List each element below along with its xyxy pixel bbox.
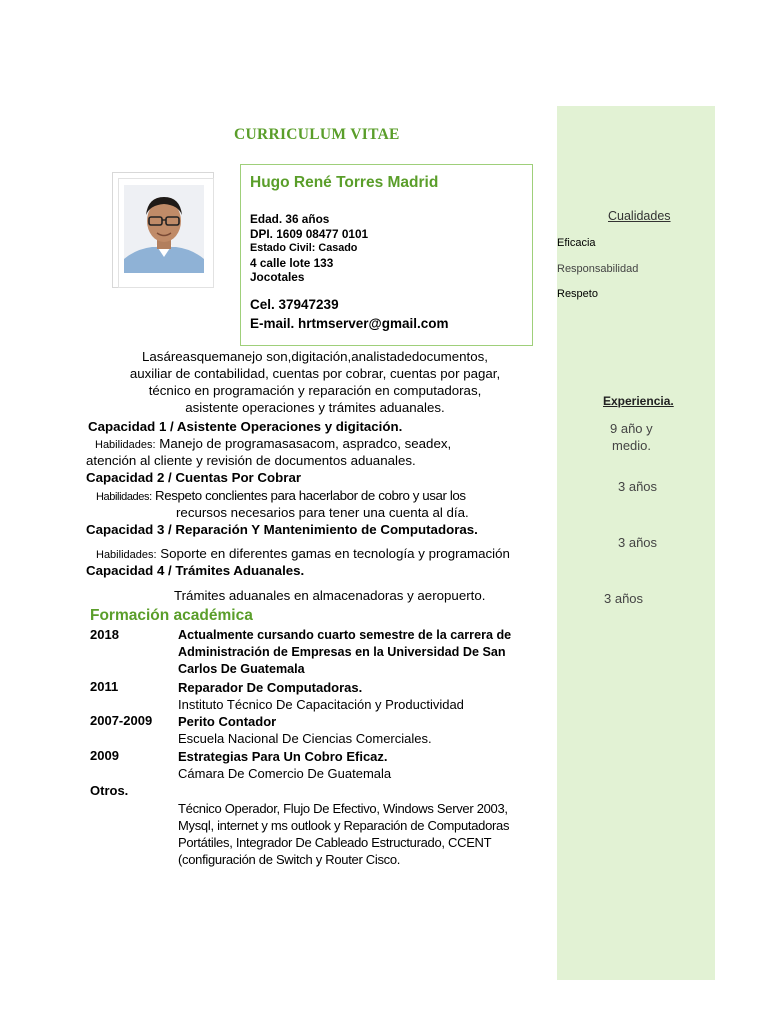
skills-text: Manejo de programasasacom, aspradco, seadex, bbox=[155, 436, 452, 451]
education-line: Actualmente cursando cuarto semestre de la carrera de bbox=[178, 628, 512, 642]
education-title: Estrategias Para Un Cobro Eficaz. bbox=[178, 749, 388, 764]
experience-years: 9 año y bbox=[610, 421, 653, 436]
capacity-1-title: Capacidad 1 / Asistente Operaciones y digitación. bbox=[88, 419, 403, 434]
profile-photo bbox=[124, 185, 204, 273]
quality-item: Responsabilidad bbox=[557, 263, 639, 275]
summary-paragraph bbox=[80, 348, 550, 416]
education-title: Reparador De Computadoras. bbox=[178, 680, 363, 695]
skills-label: Habilidades: bbox=[96, 491, 152, 503]
capacity-2-title: Capacidad 2 / Cuentas Por Cobrar bbox=[86, 470, 302, 485]
civil-status: Estado Civil: Casado bbox=[250, 242, 358, 254]
capacity-4-title: Capacidad 4 / Trámites Aduanales. bbox=[86, 563, 305, 578]
summary-line: Lasáreasquemanejo son,digitación,analistadedocumentos, bbox=[142, 349, 488, 364]
experience-years-cont: medio. bbox=[612, 438, 652, 453]
experience-years: 3 años bbox=[618, 535, 658, 550]
education-heading: Formación académica bbox=[90, 607, 253, 624]
education-year: 2007-2009 bbox=[90, 713, 153, 728]
experience-years: 3 años bbox=[604, 591, 644, 606]
education-line: Administración de Empresas en la Universidad De San bbox=[178, 645, 506, 659]
education-year: 2018 bbox=[90, 627, 119, 642]
others-line: Mysql, internet y ms outlook y Reparación de Computadoras bbox=[178, 818, 510, 833]
address-line-2: Jocotales bbox=[250, 270, 305, 284]
education-line: Carlos De Guatemala bbox=[178, 662, 305, 676]
experience-years: 3 años bbox=[618, 479, 658, 494]
address-line-1: 4 calle lote 133 bbox=[250, 256, 334, 270]
education-year: 2009 bbox=[90, 748, 119, 763]
person-photo-icon bbox=[124, 185, 204, 273]
email: E-mail. hrtmserver@gmail.com bbox=[250, 316, 449, 331]
skills-text: Soporte en diferentes gamas en tecnología y programación bbox=[156, 546, 510, 561]
education-entry-2018 bbox=[178, 627, 511, 678]
summary-line: auxiliar de contabilidad, cuentas por cobrar, cuentas por pagar, bbox=[129, 366, 501, 381]
education-school: Escuela Nacional De Ciencias Comerciales. bbox=[178, 731, 432, 746]
others-label: Otros. bbox=[90, 783, 129, 798]
phone: Cel. 37947239 bbox=[250, 297, 339, 312]
education-year: 2011 bbox=[90, 679, 119, 694]
skills-label: Habilidades: bbox=[96, 549, 157, 561]
capacity-1-skills-cont: atención al cliente y revisión de documentos aduanales. bbox=[86, 453, 416, 468]
others-line: Técnico Operador, Flujo De Efectivo, Windows Server 2003, bbox=[178, 801, 508, 816]
quality-item: Respeto bbox=[557, 288, 598, 300]
others-line: (configuración de Switch y Router Cisco. bbox=[178, 852, 401, 867]
experience-heading: Experiencia. bbox=[603, 394, 674, 408]
capacity-4-skills: Trámites aduanales en almacenadoras y aeropuerto. bbox=[174, 588, 486, 603]
full-name: Hugo René Torres Madrid bbox=[250, 174, 439, 191]
others-list bbox=[178, 800, 509, 868]
education-school: Cámara De Comercio De Guatemala bbox=[178, 766, 392, 781]
qualities-heading: Cualidades bbox=[608, 209, 671, 223]
summary-line: técnico en programación y reparación en computadoras, bbox=[148, 383, 482, 398]
dpi: DPI. 1609 08477 0101 bbox=[250, 227, 369, 241]
education-school: Instituto Técnico De Capacitación y Productividad bbox=[178, 697, 464, 712]
skills-label: Habilidades: bbox=[95, 439, 156, 451]
capacity-2-skills-cont: recursos necesarios para tener una cuenta al día. bbox=[176, 505, 469, 520]
summary-line: asistente operaciones y trámites aduanales. bbox=[185, 400, 445, 415]
education-title: Perito Contador bbox=[178, 714, 277, 729]
others-line: Portátiles, Integrador De Cableado Estructurado, CCENT bbox=[178, 835, 492, 850]
quality-item: Eficacia bbox=[557, 237, 596, 249]
age: Edad. 36 años bbox=[250, 212, 330, 226]
page-title: CURRICULUM VITAE bbox=[234, 126, 400, 143]
skills-text: Respeto conclientes para hacerlabor de cobro y usar los bbox=[151, 488, 466, 503]
capacity-3-title: Capacidad 3 / Reparación Y Mantenimiento de Computadoras. bbox=[86, 522, 478, 537]
